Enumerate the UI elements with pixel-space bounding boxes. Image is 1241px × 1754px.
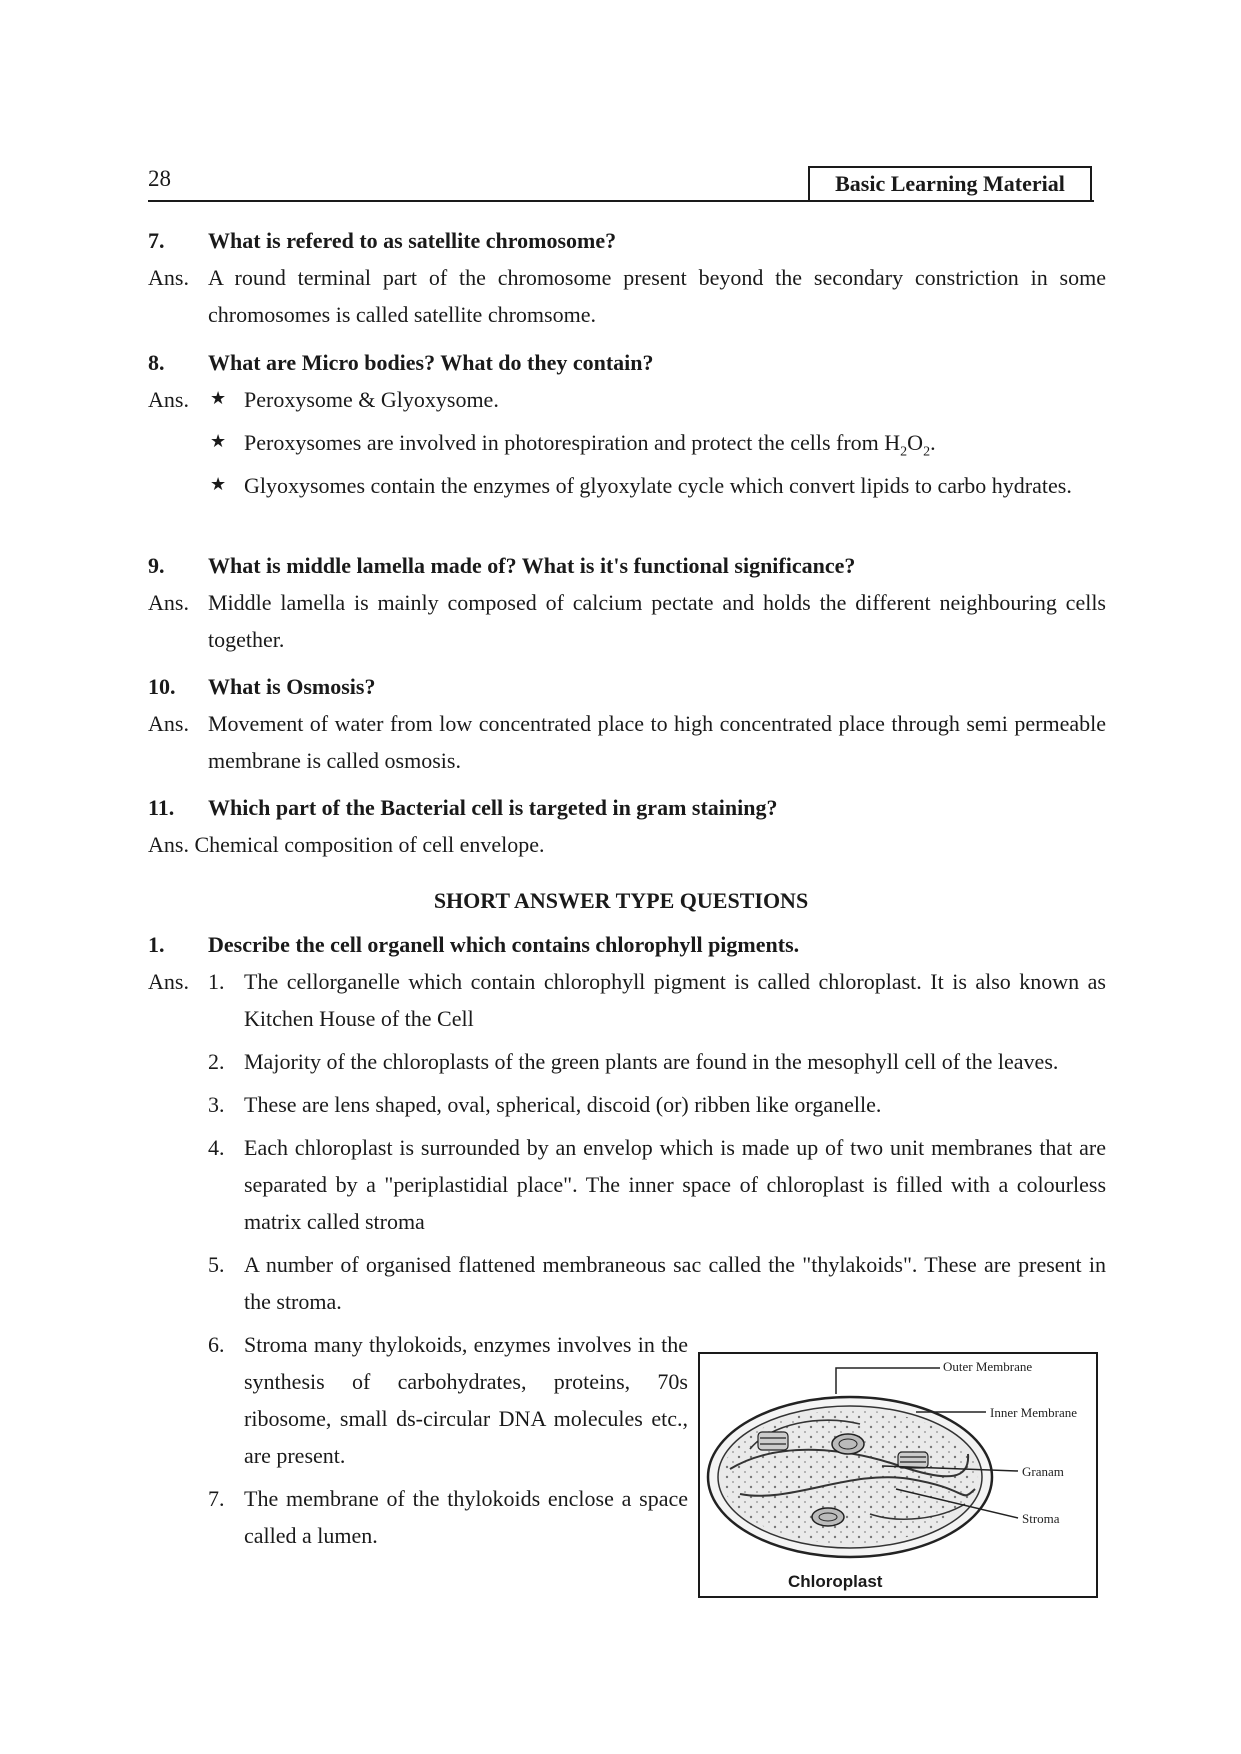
question-text: What are Micro bodies? What do they contain?	[208, 350, 654, 375]
answer-label: Ans.	[148, 265, 189, 290]
star-bullet-icon: ★	[210, 388, 227, 409]
formula-part: O	[907, 430, 924, 455]
question-text: What is middle lamella made of? What is it's functional significance?	[208, 553, 856, 578]
question-number: 9.	[148, 553, 165, 578]
figure-label: Inner Membrane	[990, 1405, 1077, 1420]
formula-subscript: 2	[900, 444, 908, 460]
point-number: 3.	[208, 1092, 225, 1117]
point-number: 7.	[208, 1486, 225, 1511]
point-text: The membrane of the thylokoids enclose a space called a lumen.	[244, 1486, 688, 1548]
header-rule	[148, 200, 1094, 202]
answer-label: Ans.	[148, 711, 189, 736]
answer-text: Ans. Chemical composition of cell envelope.	[148, 832, 545, 857]
figure-label: Granam	[1022, 1464, 1064, 1479]
answer-label: Ans.	[148, 387, 189, 412]
bullet-text: Glyoxysomes contain the enzymes of glyoxylate cycle which convert lipids to carbo hydrates.	[244, 473, 1072, 498]
star-bullet-icon: ★	[210, 431, 227, 452]
question-number: 7.	[148, 228, 165, 253]
question-text: What is Osmosis?	[208, 674, 376, 699]
point-number: 4.	[208, 1135, 225, 1160]
formula-subscript: 2	[923, 444, 931, 460]
question-9	[148, 547, 1106, 658]
question-text: What is refered to as satellite chromosome?	[208, 228, 617, 253]
answer-label: Ans.	[148, 590, 189, 615]
page-number: 28	[148, 166, 171, 191]
stroma-texture	[722, 1410, 978, 1544]
point-number: 2.	[208, 1049, 225, 1074]
point-number: 5.	[208, 1252, 225, 1277]
point-number: 6.	[208, 1332, 225, 1357]
question-number: 1.	[148, 932, 165, 957]
question-text: Which part of the Bacterial cell is targeted in gram staining?	[208, 795, 778, 820]
question-8	[148, 344, 1106, 510]
answer-label: Ans.	[148, 969, 189, 994]
bullet-text: Peroxysomes are involved in photorespiration and protect the cells from H	[244, 430, 901, 455]
question-11	[148, 789, 1106, 863]
running-header: Basic Learning Material	[808, 166, 1092, 202]
answer-text: A round terminal part of the chromosome present beyond the secondary constriction in some chromosomes is called satellite chromsome.	[208, 265, 1106, 327]
question-number: 8.	[148, 350, 165, 375]
point-text: The cellorganelle which contain chlorophyll pigment is called chloroplast. It is also known as Kitchen House of the Cell	[244, 969, 1106, 1031]
section-title: SHORT ANSWER TYPE QUESTIONS	[433, 888, 809, 913]
question-10	[148, 668, 1106, 779]
point-text: Majority of the chloroplasts of the green plants are found in the mesophyll cell of the leaves.	[244, 1049, 1059, 1074]
figure-label: Stroma	[1022, 1511, 1060, 1526]
question-text: Describe the cell organell which contains chlorophyll pigments.	[208, 932, 800, 957]
question-number: 10.	[148, 674, 176, 699]
figure-label: Outer Membrane	[943, 1359, 1033, 1374]
chloroplast-figure	[698, 1352, 1098, 1598]
bullet-text: Peroxysome & Glyoxysome.	[244, 387, 499, 412]
star-bullet-icon: ★	[210, 474, 227, 495]
formula-part: .	[930, 430, 936, 455]
figure-caption: Chloroplast	[788, 1572, 883, 1591]
point-text: A number of organised flattened membraneous sac called the "thylakoids". These are present in the stroma.	[244, 1252, 1106, 1314]
point-text: These are lens shaped, oval, spherical, discoid (or) ribben like organelle.	[244, 1092, 882, 1117]
point-text: Each chloroplast is surrounded by an envelop which is made up of two unit membranes that are separated by a "periplastidial place". The inner space of chloroplast is filled with a colourless matrix called stroma	[244, 1135, 1106, 1234]
answer-text: Movement of water from low concentrated place to high concentrated place through semi permeable membrane is called osmosis.	[208, 711, 1106, 773]
question-7	[148, 222, 1106, 333]
point-number: 1.	[208, 969, 225, 994]
point-text: Stroma many thylokoids, enzymes involves in the synthesis of carbohydrates, proteins, 70s ribosome, small ds-circular DNA molecules etc., are present.	[244, 1332, 688, 1468]
question-number: 11.	[148, 795, 175, 820]
answer-text: Middle lamella is mainly composed of calcium pectate and holds the different neighbouring cells together.	[208, 590, 1106, 652]
